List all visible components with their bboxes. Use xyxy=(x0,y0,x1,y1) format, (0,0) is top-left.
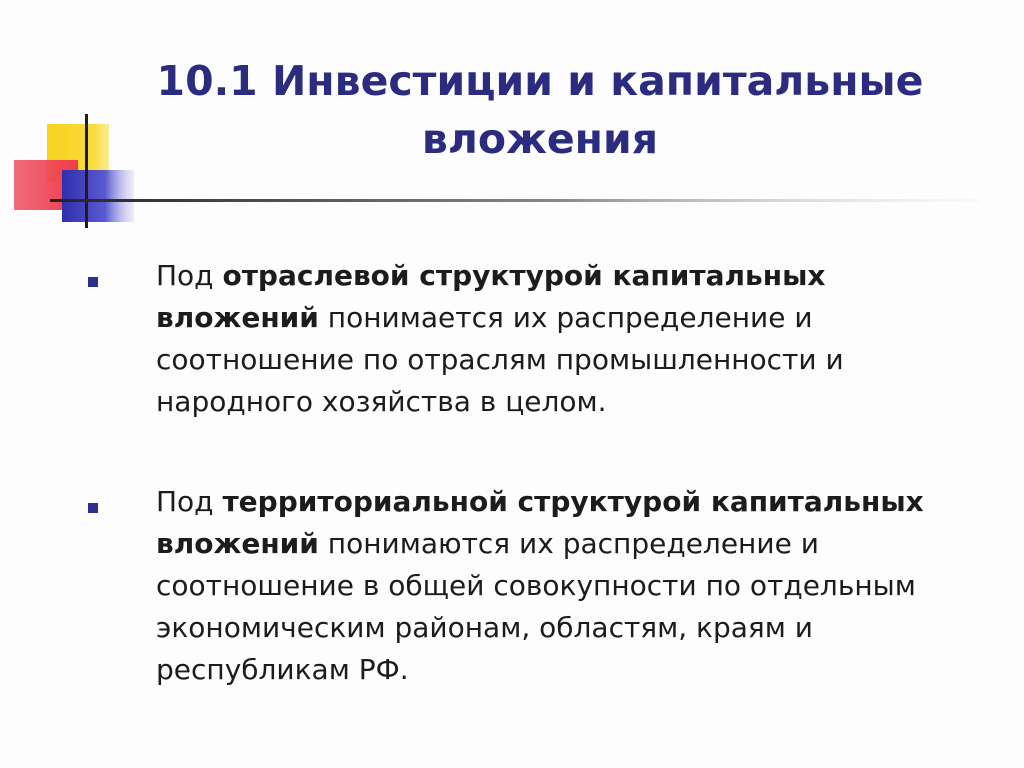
square-bullet-icon xyxy=(88,503,98,513)
deco-blue-square xyxy=(62,170,134,222)
bullet-text: понимается их распределение и соотношение по отраслям промышленности и народного хозяйства в целом. xyxy=(156,301,844,418)
deco-vertical-line xyxy=(85,114,88,228)
bullet-bold-term: территориальной структурой капитальных вложений xyxy=(156,485,924,560)
bullet-bold-term: отраслевой структурой капитальных вложений xyxy=(156,259,826,334)
bullet-prefix: Под xyxy=(156,259,223,292)
bullet-item-territorial-structure xyxy=(84,481,984,691)
bullet-item-sectoral-structure xyxy=(84,255,984,423)
square-bullet-icon xyxy=(88,277,98,287)
bullet-prefix: Под xyxy=(156,485,223,518)
bullet-text: понимаются их распределение и соотношение в общей совокупности по отдельным экономическим районам, областям, краям и республикам РФ. xyxy=(156,527,916,686)
deco-horizontal-line xyxy=(50,199,980,202)
bullet-list xyxy=(84,255,984,691)
slide-title: 10.1 Инвестиции и капитальные вложения xyxy=(156,57,924,163)
